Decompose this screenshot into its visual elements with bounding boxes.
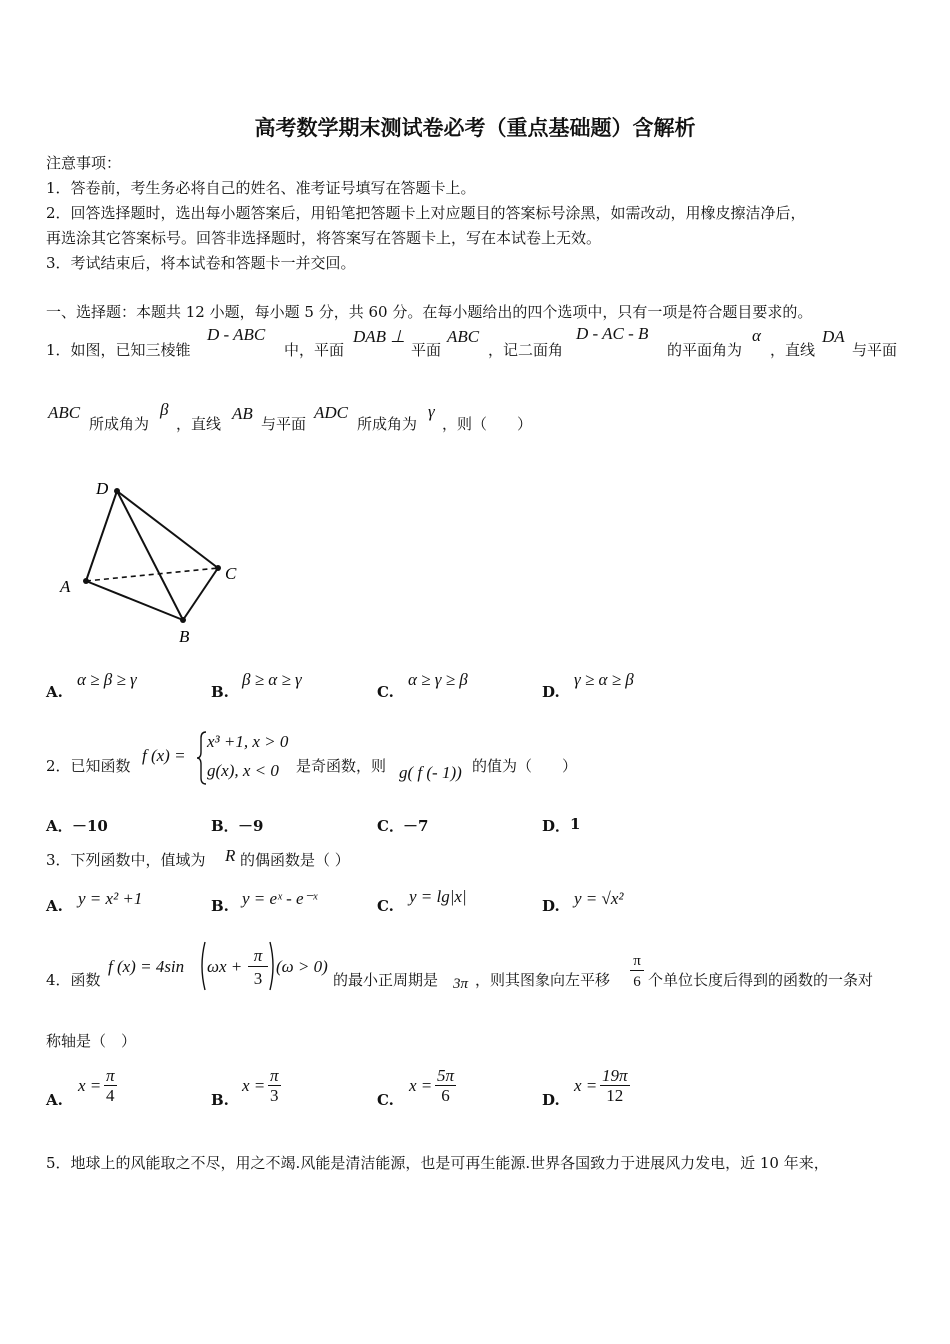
q4-math-1a: f (x) = 4sin — [108, 957, 185, 976]
q3-option-c-key: C. — [377, 897, 394, 915]
q1-option-b-key: B. — [211, 683, 229, 701]
q4-option-c-fraction — [435, 1066, 456, 1106]
q1-text-7: 与平面 — [852, 341, 898, 359]
q1-text-12: ，则（ ） — [442, 415, 533, 433]
q1-text-10: 与平面 — [261, 415, 307, 433]
q1-option-c: α ≥ γ ≥ β — [408, 670, 468, 689]
q1-math-1: D - ABC — [207, 325, 266, 344]
q1-math-11: γ — [428, 402, 435, 421]
q4-text-5: 称轴是（ ） — [46, 1032, 137, 1050]
label-a: A — [60, 577, 71, 596]
q2-text-2: 是奇函数，则 — [296, 757, 387, 775]
q1-math-8: β — [160, 400, 169, 419]
q4-text-3: ，则其图象向左平移 — [475, 971, 611, 989]
q1-option-a-key: A. — [46, 683, 63, 701]
q4-text-4: 个单位长度后得到的函数的一条对 — [648, 971, 874, 989]
q1-text-2: 中，平面 — [284, 341, 345, 359]
q4-option-b-fraction — [268, 1066, 281, 1106]
q1-math-9: AB — [232, 404, 253, 423]
tetrahedron-figure — [50, 470, 250, 650]
q2-option-c-key: C． — [377, 817, 404, 835]
notice-item-2b: 再选涂其它答案标号。回答非选择题时，将答案写在答题卡上，写在本试卷上无效。 — [46, 229, 602, 247]
q2-math-1: f (x) = — [142, 746, 186, 765]
q1-math-2: DAB ⊥ — [353, 327, 406, 346]
q4-option-a-num: π — [106, 1066, 115, 1085]
fraction-bar — [248, 966, 268, 967]
q4-math-1b: ωx + — [207, 957, 243, 976]
vertex-d — [114, 488, 120, 494]
q4-option-d-num: 19π — [602, 1066, 628, 1085]
q5-text-1: 5．地球上的风能取之不尽，用之不竭.风能是清洁能源，也是可再生能源.世界各国致力于进展风力发电，近 10 年来， — [46, 1154, 829, 1172]
q2-option-a-key: A． — [46, 817, 73, 835]
notice-item-2a: 2．回答选择题时，选出每小题答案后，用铅笔把答题卡上对应题目的答案标号涂黑，如需改动，用橡皮擦洁净后， — [46, 204, 806, 222]
q4-shift-denominator: 6 — [633, 974, 641, 990]
q1-math-3: ABC — [447, 327, 480, 346]
vertex-c — [215, 565, 221, 571]
q3-text-2: 的偶函数是（ ） — [240, 851, 350, 869]
notice-heading: 注意事项： — [46, 154, 122, 172]
q2-text-3: 的值为（ ） — [472, 757, 578, 775]
q2-math-2: g( f (- 1)) — [399, 763, 462, 782]
q4-option-c-den: 6 — [441, 1086, 450, 1105]
q4-option-b-key: B. — [211, 1091, 229, 1109]
q1-text-9: ，直线 — [176, 415, 222, 433]
q2-option-d-key: D． — [542, 817, 571, 835]
q4-math-2: 3π — [453, 976, 469, 992]
q2-option-d: 1 — [570, 815, 581, 833]
edge-bc — [183, 568, 218, 620]
q2-text-1: 2．已知函数 — [46, 757, 131, 775]
q1-math-10: ADC — [314, 403, 348, 422]
q1-text-5: 的平面角为 — [667, 341, 743, 359]
q4-pi-denominator: 3 — [253, 969, 263, 988]
edge-db — [117, 491, 183, 620]
q4-option-d-lhs: x = — [574, 1076, 598, 1095]
page-title: 高考数学期末测试卷必考（重点基础题）含解析 — [254, 116, 696, 140]
q1-text-1: 1．如图，已知三棱锥 — [46, 341, 191, 359]
q3-option-b-key: B. — [211, 897, 229, 915]
q1-option-d: γ ≥ α ≥ β — [574, 670, 634, 689]
q1-option-b: β ≥ α ≥ γ — [242, 670, 302, 689]
q1-text-6: ，直线 — [770, 341, 816, 359]
q3-option-d-key: D. — [542, 897, 560, 915]
q3-option-d: y = √x² — [574, 889, 624, 908]
q2-option-c: －7 — [403, 817, 429, 835]
label-d: D — [96, 479, 109, 498]
q4-option-c-num: 5π — [437, 1066, 455, 1085]
q3-option-b: y = eˣ - e⁻ˣ — [242, 889, 318, 908]
q4-option-b-num: π — [270, 1066, 279, 1085]
q1-math-4: D - AC - B — [576, 324, 649, 343]
q3-option-a-key: A. — [46, 897, 63, 915]
vertex-b — [180, 617, 186, 623]
q1-option-d-key: D. — [542, 683, 560, 701]
q2-case-2: g(x), x < 0 — [207, 761, 279, 780]
section-heading: 一、选择题：本题共 12 小题，每小题 5 分，共 60 分。在每小题给出的四个选项中，只有一项是符合题目要求的。 — [46, 303, 813, 321]
q3-math-1: R — [225, 846, 236, 865]
edge-da — [86, 491, 117, 581]
q4-option-b-lhs: x = — [242, 1076, 266, 1095]
q3-option-a: y = x² +1 — [78, 889, 143, 908]
q3-text-1: 3．下列函数中，值域为 — [46, 851, 206, 869]
q1-text-4: ，记二面角 — [488, 341, 564, 359]
q1-option-a: α ≥ β ≥ γ — [77, 670, 137, 689]
q4-math-1c: (ω > 0) — [276, 957, 328, 976]
q4-text-1: 4．函数 — [46, 971, 101, 989]
label-c: C — [225, 564, 237, 583]
q1-text-8: 所成角为 — [89, 415, 150, 433]
q4-option-b-den: 3 — [270, 1086, 279, 1105]
edge-ab — [86, 581, 183, 620]
q4-pi-numerator: π — [253, 946, 263, 965]
q2-case-1: x³ +1, x > 0 — [207, 732, 289, 751]
q3-option-c: y = lg|x| — [409, 887, 467, 906]
q1-math-5: α — [752, 326, 761, 345]
edge-dc — [117, 491, 218, 568]
fraction-bar — [630, 970, 644, 971]
q4-shift-numerator: π — [633, 953, 641, 969]
q1-option-c-key: C. — [377, 683, 394, 701]
notice-item-1: 1．答卷前，考生务必将自己的姓名、准考证号填写在答题卡上。 — [46, 179, 476, 197]
q4-option-a-fraction — [104, 1066, 117, 1106]
q4-option-d-den: 12 — [606, 1086, 624, 1105]
q4-option-d-key: D. — [542, 1091, 560, 1109]
notice-item-3: 3．考试结束后，将本试卷和答题卡一并交回。 — [46, 254, 356, 272]
q4-option-c-lhs: x = — [409, 1076, 433, 1095]
q2-option-a: －10 — [72, 817, 108, 835]
q4-option-a-den: 4 — [106, 1086, 115, 1105]
q4-text-2: 的最小正周期是 — [333, 971, 439, 989]
q1-text-11: 所成角为 — [357, 415, 418, 433]
label-b: B — [179, 627, 190, 646]
q4-option-d-fraction — [600, 1066, 630, 1106]
q4-option-c-key: C. — [377, 1091, 394, 1109]
q2-option-b: －9 — [238, 817, 264, 835]
edge-ac-hidden — [86, 568, 218, 581]
q4-option-a-key: A. — [46, 1091, 63, 1109]
left-paren-icon — [197, 940, 207, 992]
q1-text-3: 平面 — [411, 341, 442, 359]
vertex-a — [83, 578, 89, 584]
q1-math-6: DA — [822, 327, 845, 346]
q1-math-7: ABC — [48, 403, 81, 422]
q4-option-a-lhs: x = — [78, 1076, 102, 1095]
q2-option-b-key: B． — [211, 817, 239, 835]
